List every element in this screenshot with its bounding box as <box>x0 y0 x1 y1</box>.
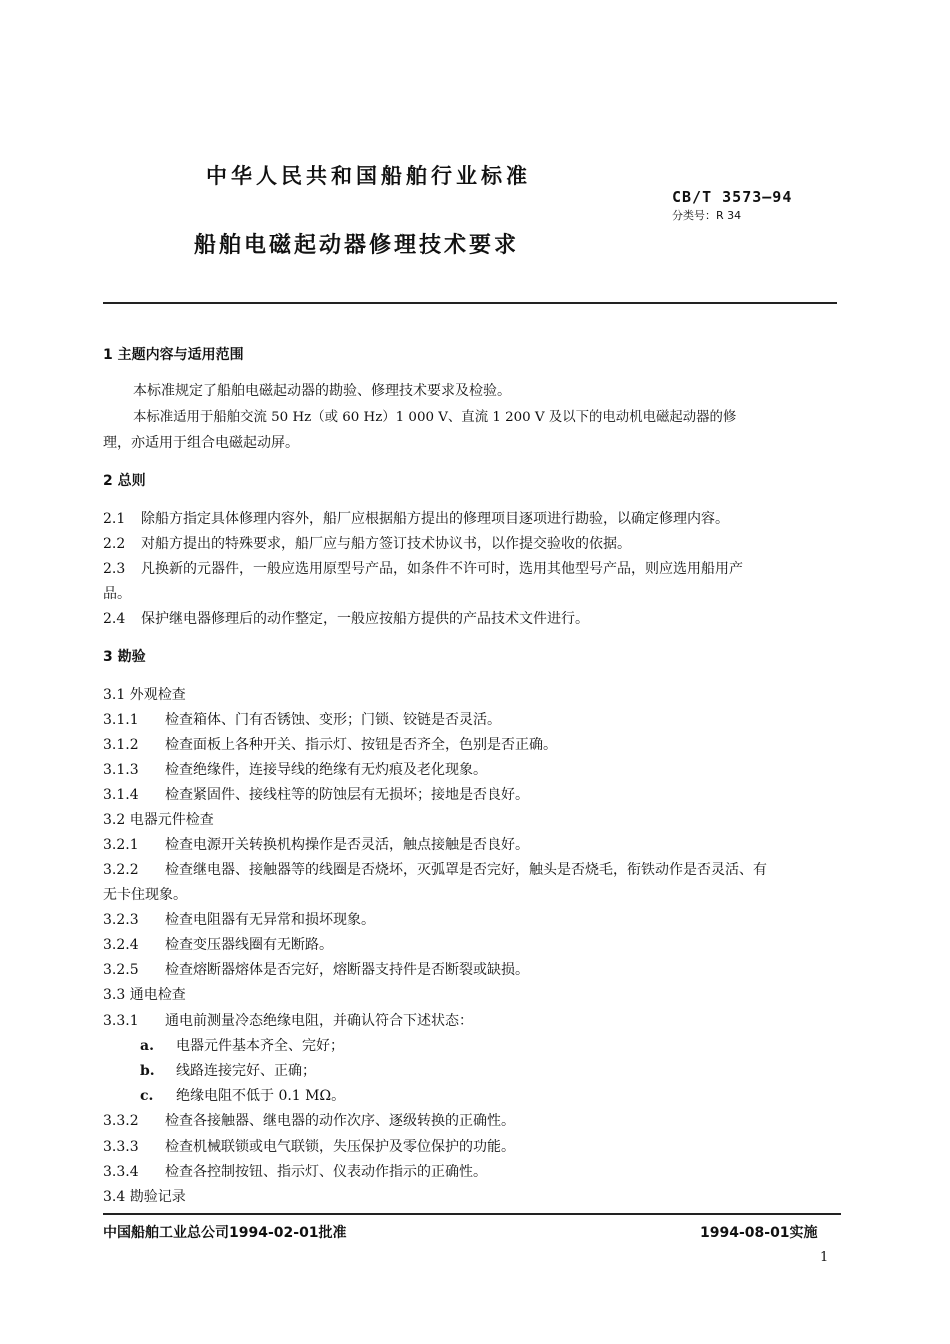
footer-divider <box>103 1213 841 1215</box>
clause-2-2 <box>103 533 631 553</box>
clause-3-2-4 <box>103 934 333 954</box>
clause-number: 3.1.1 <box>103 712 139 728</box>
clause-3-2-2 <box>103 859 767 879</box>
clause-number: 3.2.3 <box>103 912 139 928</box>
list-marker: a. <box>140 1038 154 1054</box>
clause-3-2-1 <box>103 834 529 854</box>
list-marker: b. <box>140 1063 155 1079</box>
section-2-heading: 2 总则 <box>103 473 146 489</box>
clause-text: 检查面板上各种开关、指示灯、按钮是否齐全，色别是否正确。 <box>165 737 557 753</box>
clause-3-1-2 <box>103 734 557 754</box>
clause-3-3-3 <box>103 1136 515 1156</box>
section-1-paragraph-2-line-1: 本标准适用于船舶交流 50 Hz（或 60 Hz）1 000 V、直流 1 200 V 及以下的电动机电磁起动器的修 <box>133 410 737 425</box>
clause-3-1-3 <box>103 759 487 779</box>
clause-2-1 <box>103 508 729 528</box>
clause-text: 检查紧固件、接线柱等的防蚀层有无损坏；接地是否良好。 <box>165 787 529 803</box>
clause-number: 3.3.2 <box>103 1113 139 1129</box>
list-text: 线路连接完好、正确； <box>176 1063 316 1079</box>
clause-3-3-2 <box>103 1110 515 1130</box>
clause-text: 通电前测量冷态绝缘电阻，并确认符合下述状态： <box>165 1013 473 1029</box>
clause-3-1-1 <box>103 709 501 729</box>
clause-number: 3.2.4 <box>103 937 139 953</box>
classification-number: 分类号：R 34 <box>672 209 742 222</box>
header-divider <box>103 302 837 304</box>
clause-3-2-3 <box>103 909 375 929</box>
clause-text: 除船方指定具体修理内容外，船厂应根据船方提出的修理项目逐项进行勘验，以确定修理内容。 <box>141 511 729 527</box>
section-1-paragraph-2-line-2: 理，亦适用于组合电磁起动屏。 <box>103 435 299 451</box>
clause-number: 3.3.4 <box>103 1164 139 1180</box>
clause-number: 3.2.2 <box>103 862 139 878</box>
clause-text: 检查各控制按钮、指示灯、仪表动作指示的正确性。 <box>165 1164 487 1180</box>
clause-text: 检查电阻器有无异常和损坏现象。 <box>165 912 375 928</box>
section-3-heading: 3 勘验 <box>103 649 146 665</box>
subsection-3-4: 3.4 勘验记录 <box>103 1189 186 1205</box>
document-title: 船舶电磁起动器修理技术要求 <box>194 233 520 258</box>
subsection-3-1: 3.1 外观检查 <box>103 687 186 703</box>
clause-number: 3.3.1 <box>103 1013 139 1029</box>
clause-number: 2.1 <box>103 511 126 527</box>
standard-code: CB/T 3573—94 <box>672 188 793 206</box>
clause-2-4 <box>103 608 589 628</box>
clause-text: 检查箱体、门有否锈蚀、变形；门锁、铰链是否灵活。 <box>165 712 501 728</box>
clause-text: 检查变压器线圈有无断路。 <box>165 937 333 953</box>
clause-number: 2.4 <box>103 611 126 627</box>
list-item-c <box>140 1085 345 1105</box>
clause-number: 3.1.2 <box>103 737 139 753</box>
clause-number: 3.1.4 <box>103 787 139 803</box>
clause-number: 3.2.5 <box>103 962 139 978</box>
clause-3-3-1 <box>103 1010 473 1030</box>
clause-3-2-2-continued: 无卡住现象。 <box>103 887 187 903</box>
subsection-3-2: 3.2 电器元件检查 <box>103 812 214 828</box>
clause-text: 检查继电器、接触器等的线圈是否烧坏，灭弧罩是否完好，触头是否烧毛，衔铁动作是否灵活、有 <box>165 862 767 878</box>
section-1-heading: 1 主题内容与适用范围 <box>103 347 244 363</box>
clause-2-3-continued: 品。 <box>103 586 131 602</box>
list-item-a <box>140 1035 344 1055</box>
list-item-b <box>140 1060 316 1080</box>
effective-date: 1994-08-01实施 <box>700 1225 818 1241</box>
approval-line: 中国船舶工业总公司1994-02-01批准 <box>103 1225 347 1241</box>
subsection-3-3: 3.3 通电检查 <box>103 987 186 1003</box>
clause-number: 3.2.1 <box>103 837 139 853</box>
clause-text: 检查熔断器熔体是否完好，熔断器支持件是否断裂或缺损。 <box>165 962 529 978</box>
list-marker: c. <box>140 1088 154 1104</box>
clause-number: 3.1.3 <box>103 762 139 778</box>
page-number: 1 <box>820 1250 829 1265</box>
clause-3-3-4 <box>103 1161 487 1181</box>
clause-text: 保护继电器修理后的动作整定，一般应按船方提供的产品技术文件进行。 <box>141 611 589 627</box>
clause-text: 检查机械联锁或电气联锁，失压保护及零位保护的功能。 <box>165 1139 515 1155</box>
issuing-organization: 中华人民共和国船舶行业标准 <box>206 164 531 188</box>
clause-text: 对船方提出的特殊要求，船厂应与船方签订技术协议书，以作提交验收的依据。 <box>141 536 631 552</box>
section-1-paragraph-1: 本标准规定了船舶电磁起动器的勘验、修理技术要求及检验。 <box>133 383 511 399</box>
clause-number: 2.2 <box>103 536 126 552</box>
clause-text: 凡换新的元器件，一般应选用原型号产品，如条件不许可时，选用其他型号产品，则应选用船用产 <box>141 561 743 577</box>
list-text: 电器元件基本齐全、完好； <box>176 1038 344 1054</box>
list-text: 绝缘电阻不低于 0.1 MΩ。 <box>176 1088 346 1104</box>
clause-text: 检查绝缘件，连接导线的绝缘有无灼痕及老化现象。 <box>165 762 487 778</box>
clause-text: 检查电源开关转换机构操作是否灵活，触点接触是否良好。 <box>165 837 529 853</box>
clause-3-2-5 <box>103 959 529 979</box>
clause-number: 3.3.3 <box>103 1139 139 1155</box>
clause-2-3 <box>103 558 743 578</box>
clause-3-1-4 <box>103 784 529 804</box>
clause-text: 检查各接触器、继电器的动作次序、逐级转换的正确性。 <box>165 1113 515 1129</box>
clause-number: 2.3 <box>103 561 126 577</box>
